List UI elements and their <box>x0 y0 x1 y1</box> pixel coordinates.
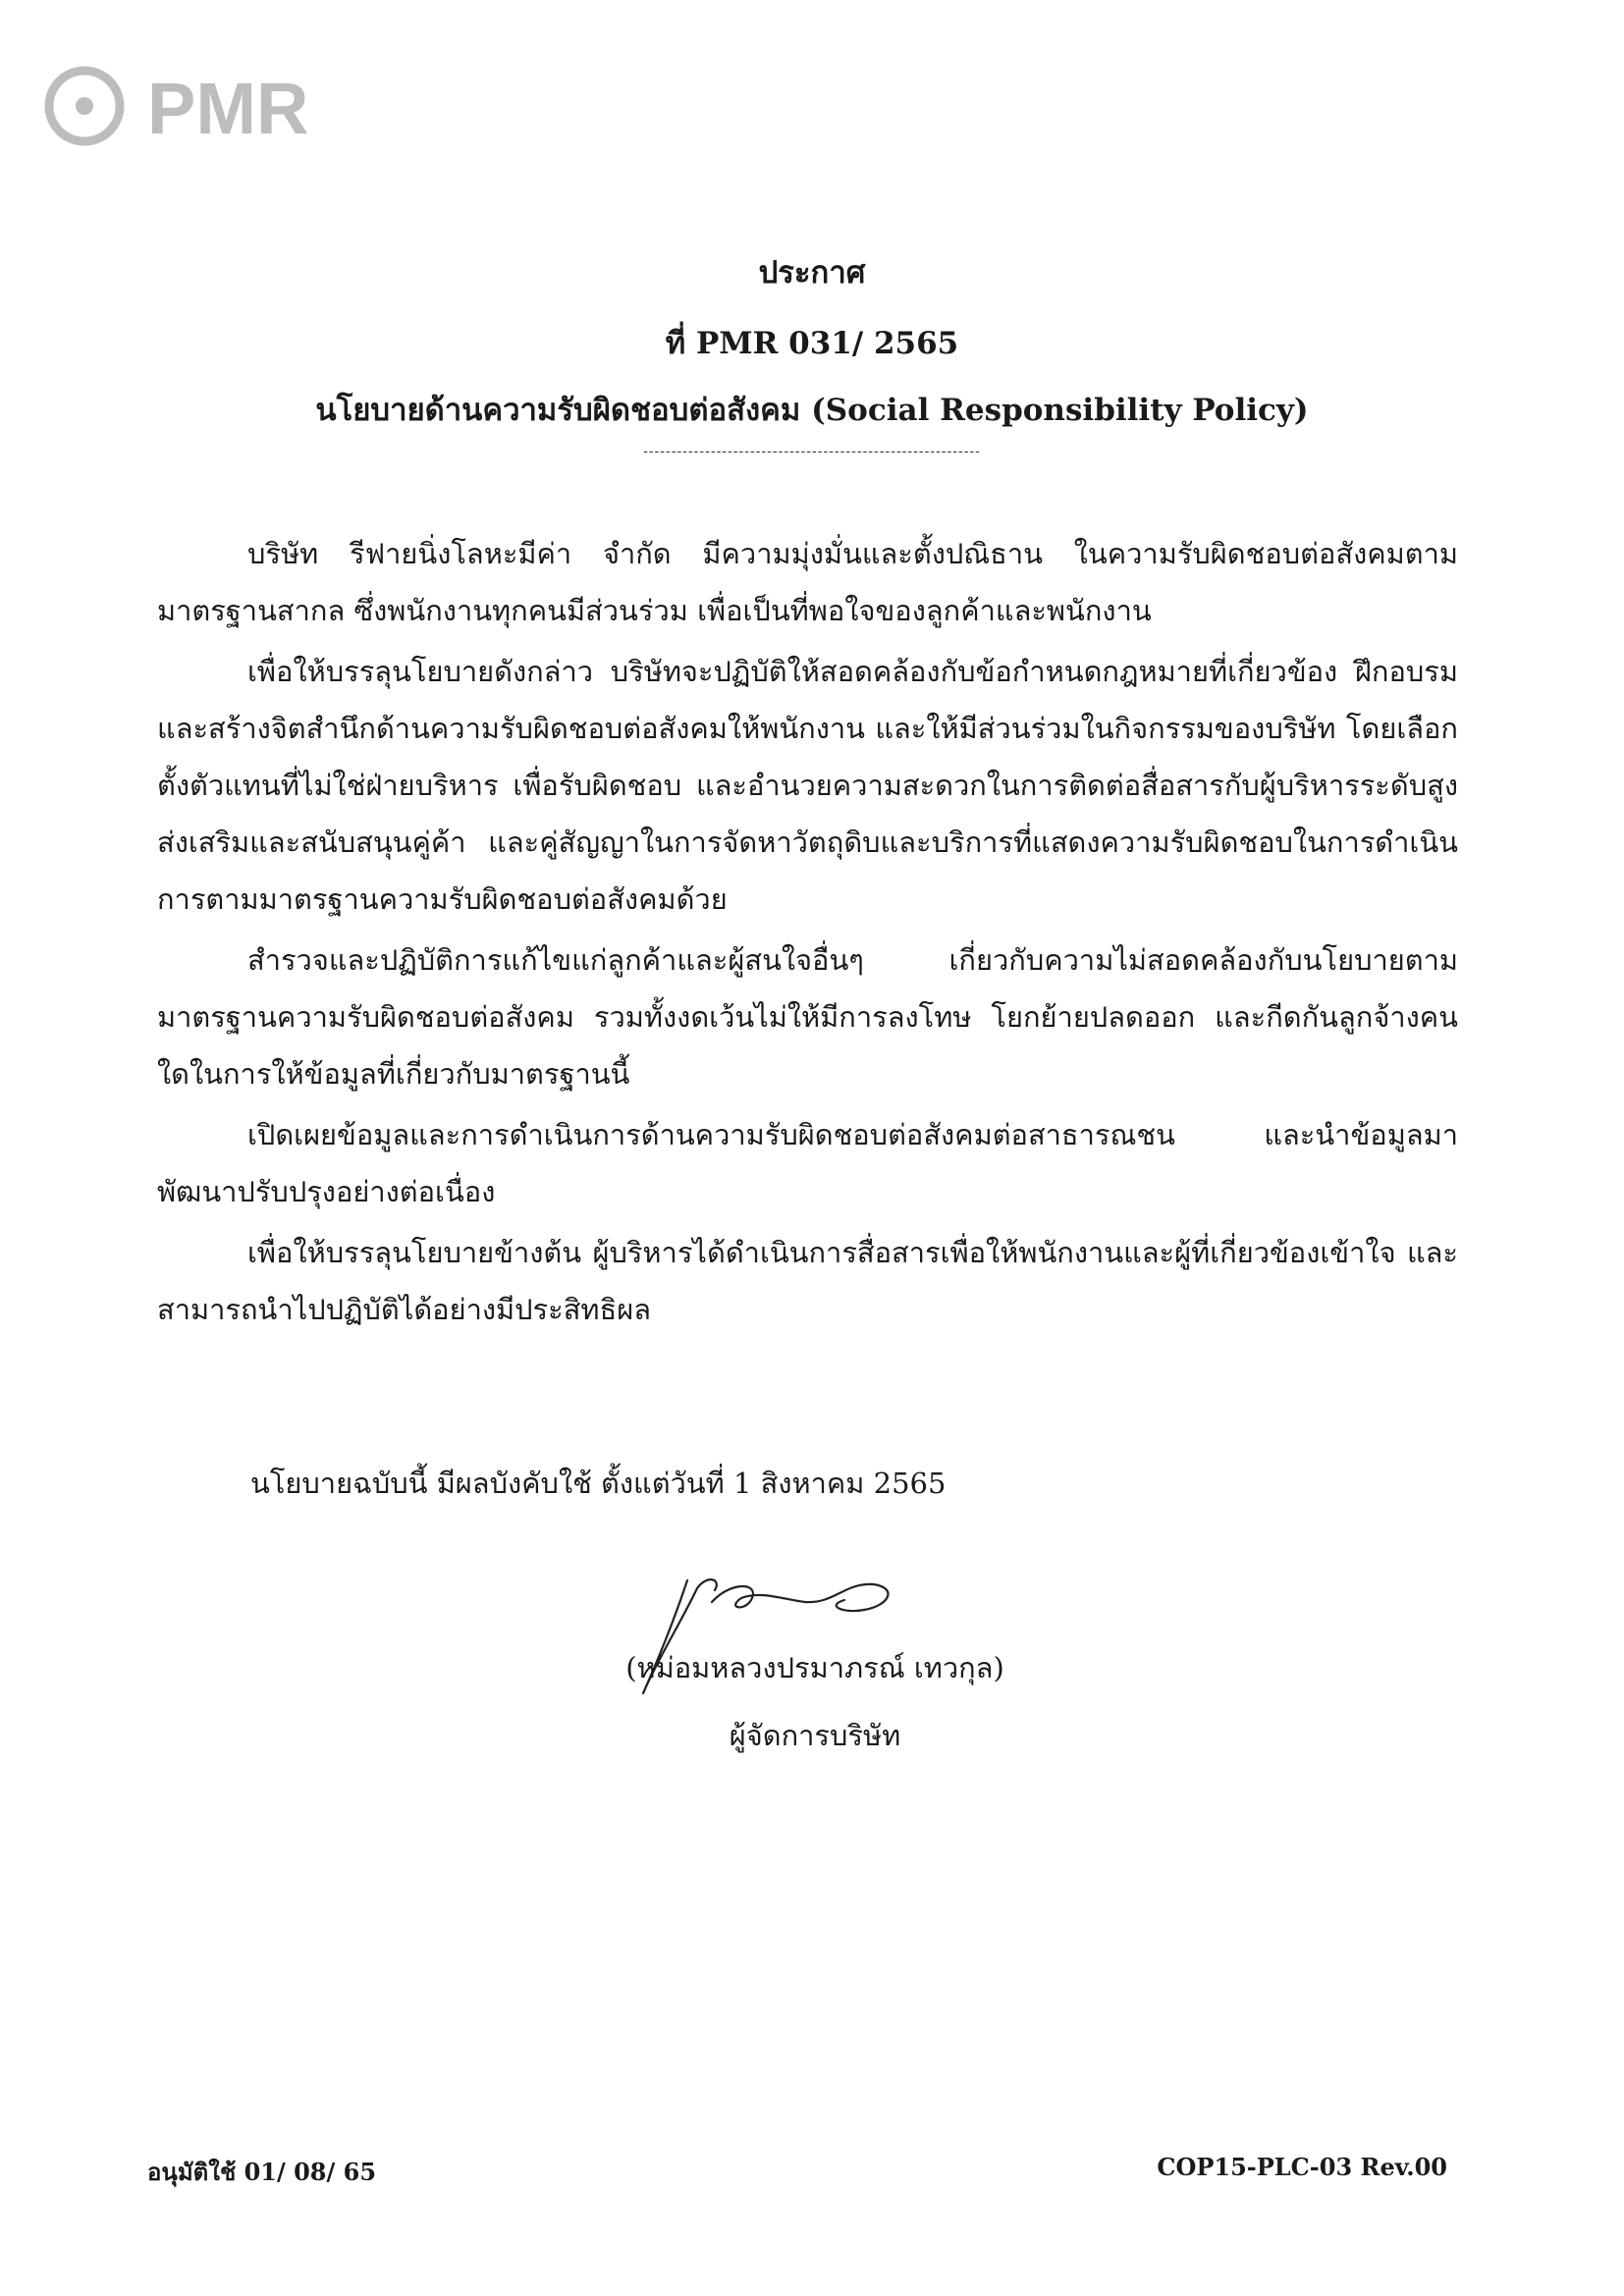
signer-title: ผู้จัดการบริษัท <box>729 1719 901 1752</box>
signer-name: (หม่อมหลวงปรมาภรณ์ เทวกุล) <box>625 1651 1004 1684</box>
pmr-logo-graphic <box>37 57 391 155</box>
policy-body <box>157 525 1458 1342</box>
approval-date: อนุมัติใช้ 01/ 08/ 65 <box>147 2158 377 2186</box>
announcement-number: ที่ PMR 031/ 2565 <box>665 326 959 361</box>
policy-paragraph-3: สำรวจและปฏิบัติการแก้ไขแก่ลูกค้าและผู้สนใจอื่นๆ เกี่ยวกับความไม่สอดคล้องกับนโยบายตามมาตรฐานความรับผิดชอบต่อสังคม รวมทั้งงดเว้นไม่ให้มีการลงโทษ โยกย้ายปลดออก และกีดกันลูกจ้างคนใดในการให้ข้อมูลที่เกี่ยวกับมาตรฐานนี้ <box>157 943 1458 1091</box>
policy-paragraph-2: เพื่อให้บรรลุนโยบายดังกล่าว บริษัทจะปฏิบัติให้สอดคล้องกับข้อกำหนดกฎหมายที่เกี่ยวข้อง ฝึกอบรมและสร้างจิตสำนึกด้านความรับผิดชอบต่อสังคมให้พนักงาน และให้มีส่วนร่วมในกิจกรรมของบริษัท โดยเลือกตั้งตัวแทนที่ไม่ใช่ฝ่ายบริหาร เพื่อรับผิดชอบ และอำนวยความสะดวกในการติดต่อสื่อสารกับผู้บริหารระดับสูง ส่งเสริมและสนับสนุนคู่ค้า และคู่สัญญาในการจัดหาวัตถุดิบและบริการที่แสดงความรับผิดชอบในการดำเนินการตามมาตรฐานความรับผิดชอบต่อสังคมด้วย <box>157 655 1458 916</box>
svg-text:PMR: PMR <box>147 68 309 149</box>
company-logo <box>37 57 391 155</box>
title-divider: ------------------------------------------------------------ <box>643 444 981 459</box>
policy-paragraph-5: เพื่อให้บรรลุนโยบายข้างต้น ผู้บริหารได้ดำเนินการสื่อสารเพื่อให้พนักงานและผู้ที่เกี่ยวข้องเข้าใจ และสามารถนำไปปฏิบัติได้อย่างมีประสิทธิผล <box>157 1236 1458 1326</box>
policy-paragraph-4: เปิดเผยข้อมูลและการดำเนินการด้านความรับผิดชอบต่อสังคมต่อสาธารณชน และนำข้อมูลมาพัฒนาปรับปรุงอย่างต่อเนื่อง <box>157 1118 1458 1208</box>
policy-paragraph-1: บริษัท รีฟายนิ่งโลหะมีค่า จำกัด มีความมุ่งมั่นและตั้งปณิธาน ในความรับผิดชอบต่อสังคมตามมาตรฐานสากล ซึ่งพนักงานทุกคนมีส่วนร่วม เพื่อเป็นที่พอใจของลูกค้าและพนักงาน <box>157 537 1458 627</box>
policy-title: นโยบายด้านความรับผิดชอบต่อสังคม (Social Responsibility Policy) <box>315 393 1309 428</box>
announcement-title: ประกาศ <box>758 255 866 291</box>
document-code: COP15-PLC-03 Rev.00 <box>1157 2153 1447 2181</box>
effective-date: นโยบายฉบับนี้ มีผลบังคับใช้ ตั้งแต่วันที่ 1 สิงหาคม 2565 <box>250 1467 947 1500</box>
